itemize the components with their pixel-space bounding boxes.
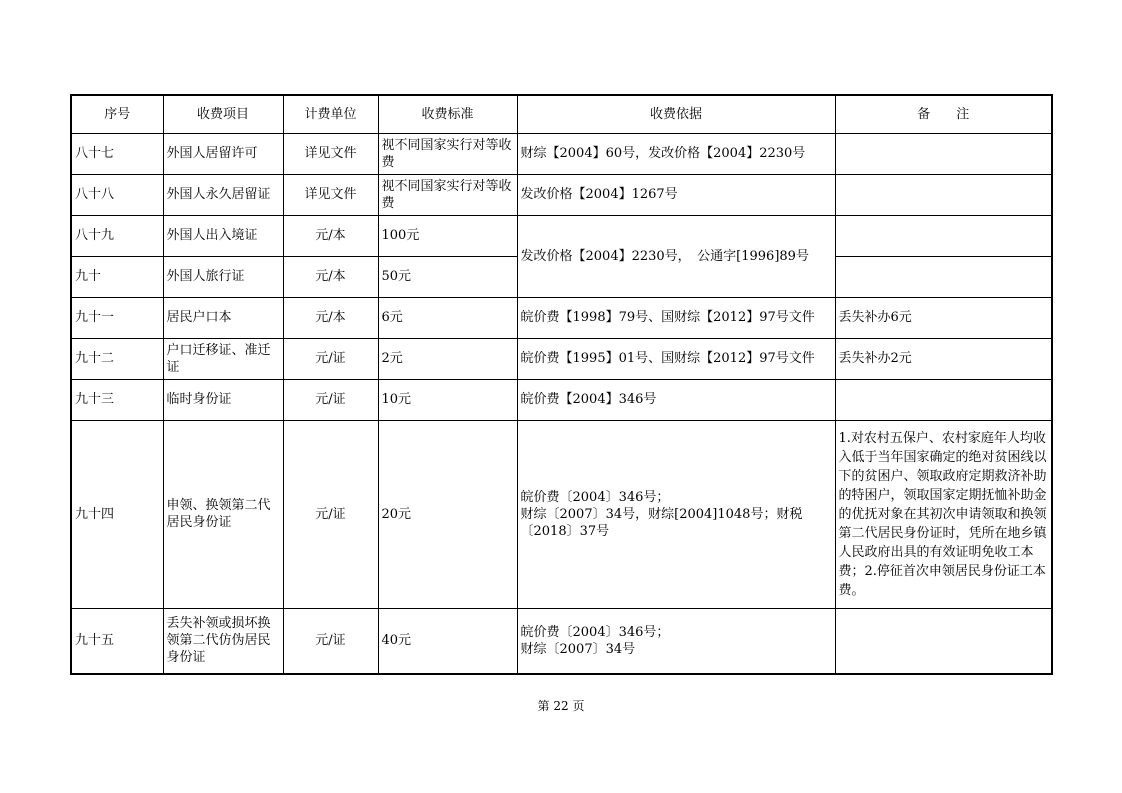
cell-standard: 20元	[378, 420, 517, 608]
cell-unit: 元/证	[283, 608, 378, 674]
cell-seq: 九十一	[71, 297, 163, 338]
cell-remark	[835, 608, 1052, 674]
cell-remark: 丢失补办2元	[835, 338, 1052, 379]
cell-unit: 元/本	[283, 297, 378, 338]
table-row	[71, 420, 1052, 608]
cell-remark: 1.对农村五保户、农村家庭年人均收入低于当年国家确定的绝对贫困线以下的贫困户、领取政府定期救济补助的特困户，领取国家定期抚恤补助金的优抚对象在其初次申请领取和换领第二代居民身份证时，凭所在地乡镇人民政府出具的有效证明免收工本费；2.停征首次申领居民身份证工本费。	[835, 420, 1052, 608]
cell-item: 外国人出入境证	[163, 215, 283, 256]
cell-remark	[835, 133, 1052, 174]
cell-unit: 详见文件	[283, 133, 378, 174]
cell-unit: 元/证	[283, 338, 378, 379]
cell-item: 申领、换领第二代居民身份证	[163, 420, 283, 608]
header-unit: 计费单位	[283, 95, 378, 133]
cell-remark: 丢失补办6元	[835, 297, 1052, 338]
cell-seq: 八十九	[71, 215, 163, 256]
cell-basis: 财综【2004】60号，发改价格【2004】2230号	[517, 133, 835, 174]
cell-basis: 皖价费【2004】346号	[517, 379, 835, 420]
cell-seq: 八十八	[71, 174, 163, 215]
cell-standard: 6元	[378, 297, 517, 338]
cell-remark	[835, 215, 1052, 256]
cell-unit: 元/本	[283, 215, 378, 256]
cell-seq: 九十四	[71, 420, 163, 608]
cell-unit: 详见文件	[283, 174, 378, 215]
cell-basis: 皖价费【1998】79号、国财综【2012】97号文件	[517, 297, 835, 338]
header-remark: 备 注	[835, 95, 1052, 133]
cell-basis: 发改价格【2004】1267号	[517, 174, 835, 215]
cell-seq: 八十七	[71, 133, 163, 174]
cell-standard: 10元	[378, 379, 517, 420]
cell-standard: 50元	[378, 256, 517, 297]
cell-remark	[835, 174, 1052, 215]
cell-remark	[835, 256, 1052, 297]
cell-standard: 2元	[378, 338, 517, 379]
cell-unit: 元/本	[283, 256, 378, 297]
cell-item: 居民户口本	[163, 297, 283, 338]
table-row	[71, 133, 1052, 174]
cell-unit: 元/证	[283, 420, 378, 608]
cell-item: 外国人永久居留证	[163, 174, 283, 215]
cell-basis: 皖价费【1995】01号、国财综【2012】97号文件	[517, 338, 835, 379]
cell-item: 临时身份证	[163, 379, 283, 420]
header-seq: 序号	[71, 95, 163, 133]
table-row	[71, 297, 1052, 338]
fee-table	[70, 94, 1053, 675]
cell-remark	[835, 379, 1052, 420]
cell-seq: 九十三	[71, 379, 163, 420]
cell-basis-merged: 发改价格【2004】2230号， 公通字[1996]89号	[517, 215, 835, 297]
table-row	[71, 379, 1052, 420]
cell-standard: 视不同国家实行对等收费	[378, 174, 517, 215]
cell-seq: 九十二	[71, 338, 163, 379]
header-item: 收费项目	[163, 95, 283, 133]
cell-item: 丢失补领或损坏换领第二代仿伪居民身份证	[163, 608, 283, 674]
table-row	[71, 215, 1052, 256]
cell-standard: 视不同国家实行对等收费	[378, 133, 517, 174]
cell-item: 户口迁移证、准迁证	[163, 338, 283, 379]
cell-item: 外国人旅行证	[163, 256, 283, 297]
cell-item: 外国人居留许可	[163, 133, 283, 174]
table-row	[71, 174, 1052, 215]
cell-basis: 皖价费〔2004〕346号； 财综〔2007〕34号，财综[2004]1048号；财税〔2018〕37号	[517, 420, 835, 608]
header-basis: 收费依据	[517, 95, 835, 133]
cell-unit: 元/证	[283, 379, 378, 420]
table-row	[71, 608, 1052, 674]
table-row	[71, 338, 1052, 379]
table-header-row	[71, 95, 1052, 133]
cell-standard: 40元	[378, 608, 517, 674]
cell-standard: 100元	[378, 215, 517, 256]
cell-seq: 九十	[71, 256, 163, 297]
cell-basis: 皖价费〔2004〕346号； 财综〔2007〕34号	[517, 608, 835, 674]
header-standard: 收费标准	[378, 95, 517, 133]
cell-seq: 九十五	[71, 608, 163, 674]
page-number: 第 22 页	[537, 699, 585, 713]
